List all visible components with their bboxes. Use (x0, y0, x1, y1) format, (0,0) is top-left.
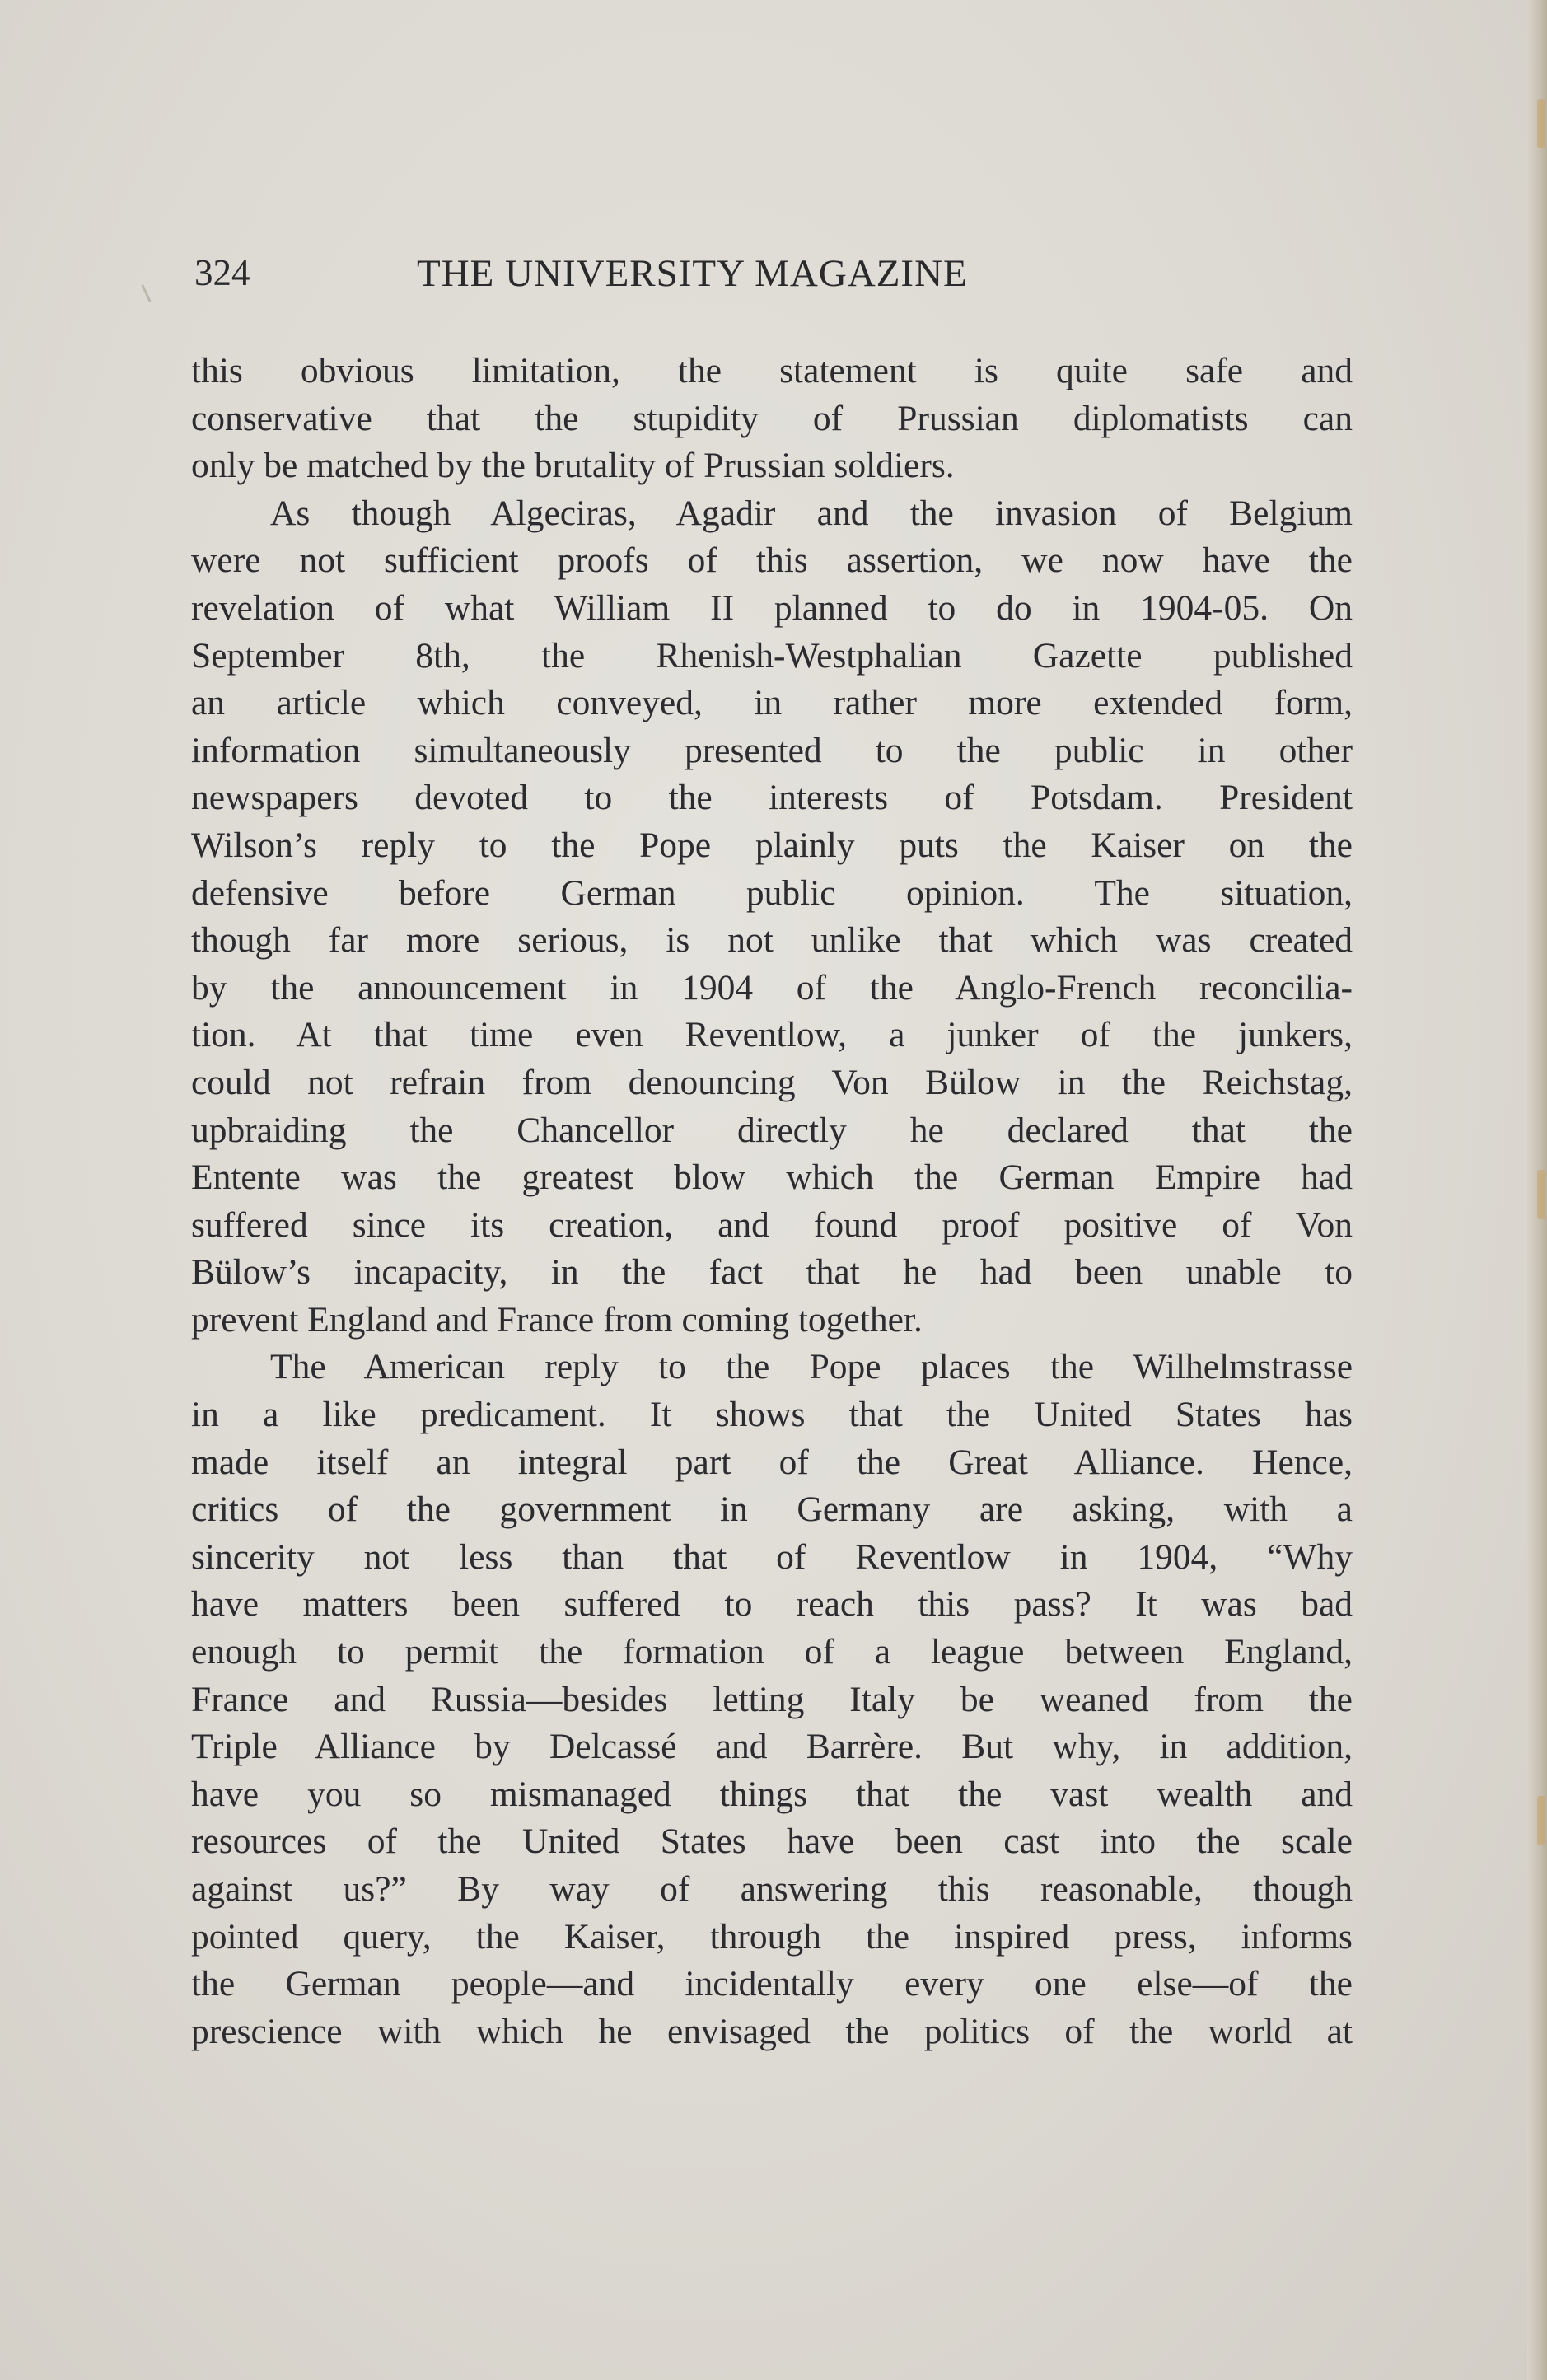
text-line: could not refrain from denouncing Von Bülow in the Reichstag, (191, 1062, 1353, 1102)
text-line: tion. At that time even Reventlow, a junker of the junkers, (191, 1015, 1353, 1055)
text-line: pointed query, the Kaiser, through the inspired press, informs (191, 1916, 1353, 1957)
text-line: though far more serious, is not unlike that which was created (191, 920, 1353, 961)
paper-mark (141, 284, 151, 302)
running-title: THE UNIVERSITY MAGAZINE (417, 252, 968, 295)
body-text (191, 348, 1353, 2055)
text-line: made itself an integral part of the Great Alliance. Hence, (191, 1442, 1353, 1482)
page-number: 324 (194, 252, 250, 293)
edge-stain (1537, 1170, 1545, 1219)
page-header (194, 251, 1051, 309)
page-edge (1527, 0, 1547, 2380)
text-line: Wilson’s reply to the Pope plainly puts the Kaiser on the (191, 825, 1353, 865)
text-line: by the announcement in 1904 of the Anglo-French reconcilia- (191, 967, 1353, 1008)
text-line: this obvious limitation, the statement is quite safe and (191, 351, 1353, 390)
text-line: As though Algeciras, Agadir and the invasion of Belgium (270, 493, 1353, 533)
edge-stain (1537, 99, 1545, 148)
edge-stain (1537, 1796, 1545, 1845)
text-line: upbraiding the Chancellor directly he declared that the (191, 1110, 1353, 1150)
text-line: critics of the government in Germany are asking, with a (191, 1489, 1353, 1530)
text-line: Entente was the greatest blow which the German Empire had (191, 1157, 1353, 1198)
text-line: newspapers devoted to the interests of Potsdam. President (191, 778, 1353, 818)
text-line: enough to permit the formation of a league between England, (191, 1632, 1353, 1672)
text-line: were not sufficient proofs of this assertion, we now have the (191, 540, 1353, 581)
text-line: The American reply to the Pope places the Wilhelmstrasse (270, 1347, 1353, 1387)
text-line: Bülow’s incapacity, in the fact that he had been unable to (191, 1252, 1353, 1293)
text-line: in a like predicament. It shows that the United States has (191, 1395, 1353, 1435)
text-line: prescience with which he envisaged the politics of the world at (191, 2011, 1353, 2051)
text-line: sincerity not less than that of Reventlow in 1904, “Why (191, 1536, 1353, 1577)
text-line: prevent England and France from coming together. (191, 1299, 923, 1340)
text-line: defensive before German public opinion. The situation, (191, 872, 1353, 913)
text-line: suffered since its creation, and found proof positive of Von (191, 1204, 1353, 1245)
text-line: September 8th, the Rhenish-Westphalian Gazette published (191, 635, 1353, 676)
text-line: have matters been suffered to reach this pass? It was bad (191, 1584, 1353, 1625)
text-line: against us?” By way of answering this reasonable, though (191, 1869, 1353, 1909)
text-line: France and Russia—besides letting Italy be weaned from the (191, 1679, 1353, 1719)
text-line: Triple Alliance by Delcassé and Barrère. But why, in addition, (191, 1727, 1353, 1767)
text-line: an article which conveyed, in rather more extended form, (191, 683, 1353, 723)
text-line: have you so mismanaged things that the vast wealth and (191, 1774, 1353, 1814)
text-line: conservative that the stupidity of Prussian diplomatists can (191, 398, 1353, 438)
text-line: the German people—and incidentally every one else—of the (191, 1964, 1353, 2004)
text-line: information simultaneously presented to the public in other (191, 730, 1353, 770)
text-line: revelation of what William II planned to do in 1904-05. On (191, 587, 1353, 628)
text-line: resources of the United States have been cast into the scale (191, 1821, 1353, 1862)
text-line: only be matched by the brutality of Prussian soldiers. (191, 446, 955, 486)
